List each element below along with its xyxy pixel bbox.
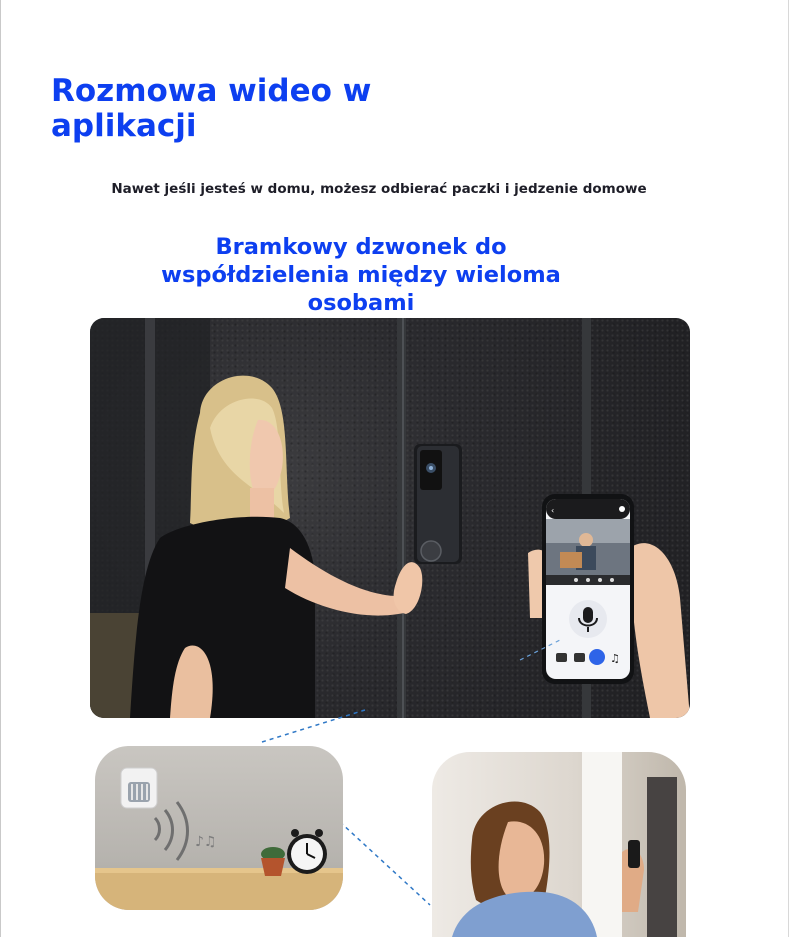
back-arrow-icon: ‹ bbox=[551, 506, 555, 515]
wooden-shelf bbox=[95, 868, 343, 910]
user-illustration bbox=[432, 752, 686, 937]
user-phone bbox=[628, 840, 640, 868]
window-light bbox=[582, 752, 622, 937]
music-notes: ♪♫ bbox=[195, 834, 217, 850]
wall-shelf bbox=[647, 777, 677, 937]
music-icon: ♫ bbox=[610, 652, 620, 665]
page-title: Rozmowa wideo w aplikacji bbox=[51, 73, 372, 144]
page-subtitle: Nawet jeśli jesteś w domu, możesz odbierać paczki i jedzenie domowe bbox=[111, 181, 647, 197]
sound-wave bbox=[155, 818, 160, 840]
user-photo bbox=[432, 752, 686, 937]
plant-pot bbox=[261, 847, 285, 876]
clock bbox=[287, 829, 327, 874]
chime-photo bbox=[95, 746, 343, 910]
sound-wave bbox=[177, 802, 188, 860]
sound-wave bbox=[165, 810, 173, 850]
chime-illustration bbox=[95, 746, 343, 910]
feature-title: Bramkowy dzwonek do współdzielenia między wieloma osobami bbox=[161, 234, 561, 316]
chime-device bbox=[121, 768, 157, 808]
